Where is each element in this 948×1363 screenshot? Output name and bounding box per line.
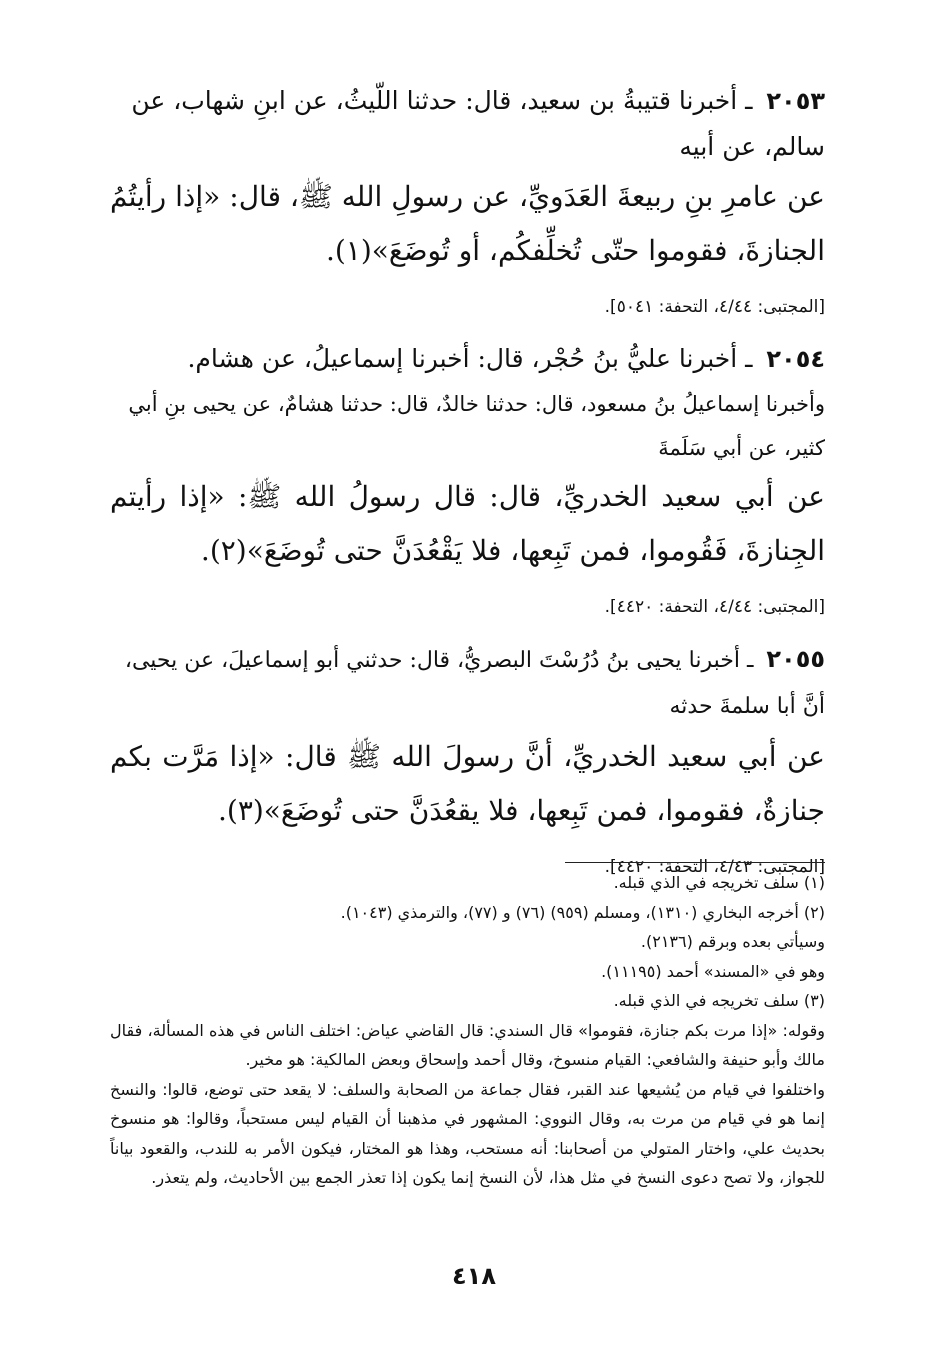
hadith-matn: عن عامرِ بنِ ربيعةَ العَدَويِّ، عن رسولِ الله ﷺ، قال: «إذا رأيتُمُ الجنازةَ، فقوموا حتّى تُخلِّفكُم، أو تُوضَعَ»(١). (110, 180, 825, 267)
hadith-reference: [المجتبى: ٤/٤٤، التحفة: ٥٠٤١]. (604, 297, 825, 317)
hadith-isnad: ٢٠٥٤ ـ أخبرنا عليُّ بنُ حُجْر، قال: أخبرنا إسماعيلُ، عن هشام. (187, 344, 825, 373)
footnote-item: واختلفوا في قيام من يُشيعها عند القبر، فقال جماعة من الصحابة والسلف: لا يقعد حتى توضع، قالوا: والنسخ إنما هو في قيام من مرت به، وقال النووي: المشهور في مذهبنا أن القيام ليس مستحباً، وقالوا: هو منسوخ بحديث علي، واختار المتولي من أصحابنا: أنه مستحب، وهذا هو المختار، فيكون الأمر به للندب، والقعود بياناً للجواز، ولا تصح دعوى النسخ في مثل هذا، لأن النسخ إنما يكون إذا تعذر الجمع بين الأحاديث، ولم يتعذر. (110, 1079, 825, 1187)
hadith-matn: عن أبي سعيد الخدريِّ، أنَّ رسولَ الله ﷺ قال: «إذا مَرَّت بكم جنازةٌ، فقوموا، فمن تَبِعها، فلا يقعُدَنَّ حتى تُوضَعَ»(٣). (110, 740, 825, 827)
hadith-number: ٢٠٥٤ (766, 345, 825, 373)
hadith-reference: [المجتبى: ٤/٤٤، التحفة: ٤٤٢٠]. (604, 597, 825, 617)
footnote-item: (٣) سلف تخريجه في الذي قبله. (613, 991, 825, 1010)
hadith-2054 (110, 336, 825, 622)
footnote-item: وسيأتي بعده وبرقم (٢١٣٦). (640, 932, 825, 951)
isnad-text: أخبرنا عليُّ بنُ حُجْر، قال: أخبرنا إسماعيلُ، عن هشام. (187, 344, 738, 373)
footnote-divider (565, 862, 825, 863)
hadith-reference: [المجتبى: ٤/٤٣، التحفة: ٤٤٢٠]. (604, 857, 825, 877)
footnote-item: وهو في «المسند» أحمد (١١١٩٥). (601, 961, 825, 981)
hadith-number: ٢٠٥٣ (766, 87, 825, 115)
footnotes (110, 868, 825, 1193)
main-text (110, 78, 825, 896)
hadith-2053 (110, 78, 825, 322)
hadith-isnad: ٢٠٥٥ ـ أخبرنا يحيى بنُ دُرُسْتَ البصريُّ، قال: حدثني أبو إسماعيلَ، عن يحيى، أنَّ أبا سلمةَ حدثه (124, 645, 825, 719)
footnote-item: (٢) أخرجه البخاري (١٣١٠)، ومسلم (٩٥٩) (٧٦) و (٧٧)، والترمذي (١٠٤٣). (340, 902, 825, 922)
isnad-text: أخبرنا قتيبةُ بن سعيد، قال: حدثنا اللّيثُ، عن ابنِ شهاب، عن سالم، عن أبيه (131, 86, 825, 161)
hadith-2055 (110, 636, 825, 882)
hadith-number: ٢٠٥٥ (766, 645, 825, 673)
hadith-isnad: ٢٠٥٣ ـ أخبرنا قتيبةُ بن سعيد، قال: حدثنا اللّيثُ، عن ابنِ شهاب، عن سالم، عن أبيه (131, 86, 825, 161)
hadith-matn: عن أبي سعيد الخدريِّ، قال: قال رسولُ الله ﷺ: «إذا رأيتم الجِنازةَ، فَقُوموا، فمن تَبِعها، فلا يَقْعُدَنَّ حتى تُوضَعَ»(٢). (110, 480, 825, 567)
footnote-item: وقوله: «إذا مرت بكم جنازة، فقوموا» قال السندي: قال القاضي عياض: اختلف الناس في هذه المسألة، فقال مالك وأبو حنيفة والشافعي: القيام منسوخ، وقال أحمد وإسحاق وبعض المالكية: هو مخير. (110, 1020, 825, 1069)
page-number: ٤١٨ (452, 1262, 496, 1290)
hadith-isnad-second: وأخبرنا إسماعيلُ بنُ مسعود، قال: حدثنا خالدٌ، قال: حدثنا هشامٌ، عن يحيى بنِ أبي كثير، عن أبي سَلَمةَ (128, 392, 825, 460)
footnote-item: (١) سلف تخريجه في الذي قبله. (613, 873, 825, 892)
isnad-text: أخبرنا يحيى بنُ دُرُسْتَ البصريُّ، قال: حدثني أبو إسماعيلَ، عن يحيى، أنَّ أبا سلمةَ حدثه (124, 648, 825, 719)
